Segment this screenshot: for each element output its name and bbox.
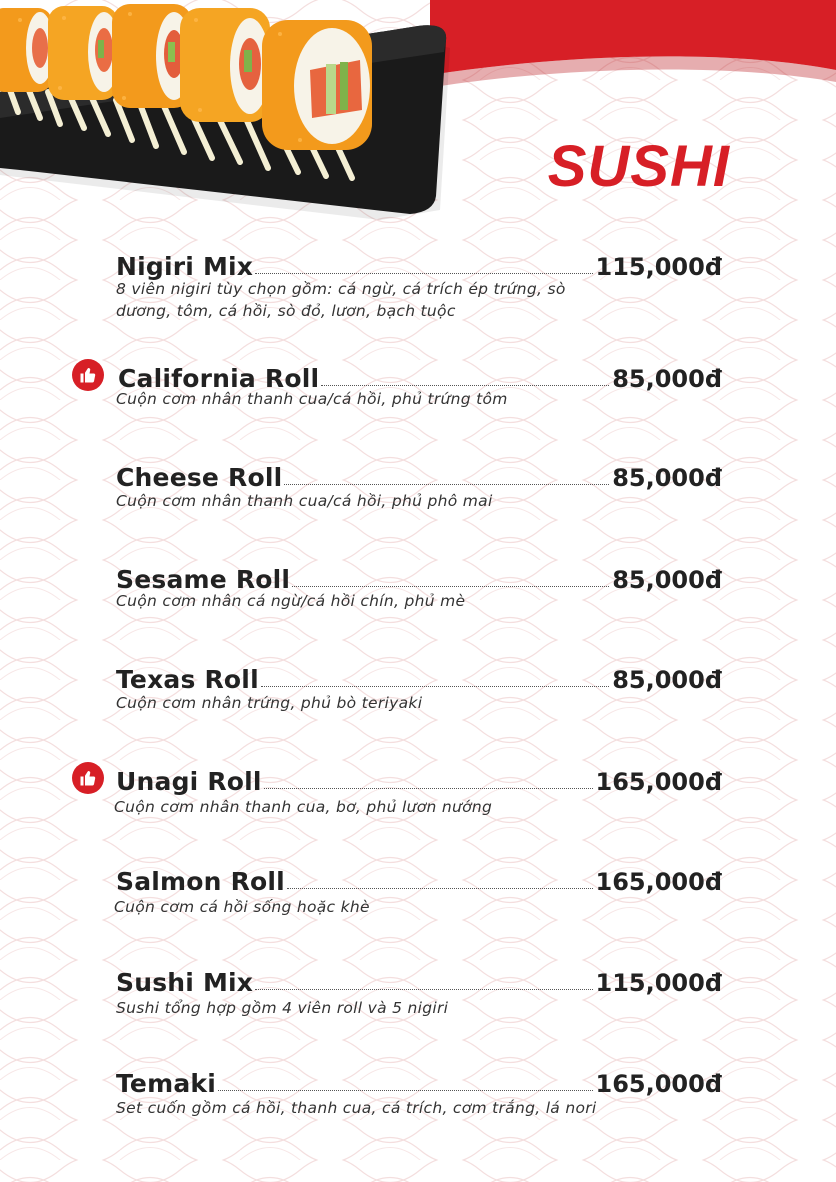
item-description: Cuộn cơm cá hồi sống hoặc khè bbox=[114, 898, 370, 916]
dotted-leader bbox=[218, 1089, 592, 1091]
dotted-leader bbox=[264, 787, 593, 789]
item-price: 115,000đ bbox=[595, 253, 722, 281]
dotted-leader bbox=[284, 483, 609, 485]
item-price: 85,000đ bbox=[612, 666, 722, 694]
item-price: 165,000đ bbox=[595, 768, 722, 796]
item-price: 165,000đ bbox=[595, 1070, 722, 1098]
menu-item-unagi-roll bbox=[0, 760, 836, 850]
item-description: 8 viên nigiri tùy chọn gồm: cá ngừ, cá trích ép trứng, sò dương, tôm, cá hồi, sò đỏ, lươn, bạch tuộc bbox=[116, 280, 566, 320]
page-title: SUSHI bbox=[547, 134, 730, 199]
item-description: Set cuốn gồm cá hồi, thanh cua, cá trích, cơm trắng, lá nori bbox=[116, 1099, 597, 1117]
dotted-leader bbox=[255, 272, 592, 274]
dotted-leader bbox=[261, 685, 609, 687]
item-price: 85,000đ bbox=[612, 464, 722, 492]
thumbs-up-icon bbox=[72, 359, 104, 391]
menu-item-sesame-roll bbox=[0, 558, 836, 648]
item-name: Unagi Roll bbox=[116, 767, 262, 796]
item-description: Cuộn cơm nhân trứng, phủ bò teriyaki bbox=[116, 694, 423, 712]
item-name: Temaki bbox=[116, 1069, 217, 1098]
item-description: Cuộn cơm nhân thanh cua, bơ, phủ lươn nướng bbox=[114, 798, 493, 816]
item-name: Sesame Roll bbox=[116, 565, 291, 594]
dotted-leader bbox=[255, 988, 592, 990]
item-description: Cuộn cơm nhân thanh cua/cá hồi, phủ trứng tôm bbox=[116, 390, 508, 408]
menu-item-texas-roll bbox=[0, 658, 836, 748]
thumbs-up-icon bbox=[72, 762, 104, 794]
menu-item-nigiri-mix bbox=[0, 245, 836, 335]
item-name: Cheese Roll bbox=[116, 463, 283, 492]
item-name: California Roll bbox=[118, 364, 320, 393]
item-name: Sushi Mix bbox=[116, 968, 254, 997]
menu-item-cheese-roll bbox=[0, 456, 836, 546]
item-description: Cuộn cơm nhân cá ngừ/cá hồi chín, phủ mè bbox=[116, 592, 466, 610]
dotted-leader bbox=[321, 384, 609, 386]
dotted-leader bbox=[292, 585, 609, 587]
item-price: 85,000đ bbox=[612, 365, 722, 393]
item-price: 115,000đ bbox=[595, 969, 722, 997]
item-price: 85,000đ bbox=[612, 566, 722, 594]
menu-item-temaki bbox=[0, 1062, 836, 1152]
menu-item-sushi-mix bbox=[0, 961, 836, 1051]
item-name: Nigiri Mix bbox=[116, 252, 254, 281]
item-price: 165,000đ bbox=[595, 868, 722, 896]
dotted-leader bbox=[287, 887, 593, 889]
item-description: Cuộn cơm nhân thanh cua/cá hồi, phủ phô mai bbox=[116, 492, 493, 510]
item-name: Salmon Roll bbox=[116, 867, 285, 896]
item-name: Texas Roll bbox=[116, 665, 259, 694]
menu-item-salmon-roll bbox=[0, 860, 836, 950]
item-description: Sushi tổng hợp gồm 4 viên roll và 5 nigiri bbox=[116, 999, 449, 1017]
sushi-plate-image bbox=[0, 0, 836, 240]
menu-item-california-roll bbox=[0, 357, 836, 447]
